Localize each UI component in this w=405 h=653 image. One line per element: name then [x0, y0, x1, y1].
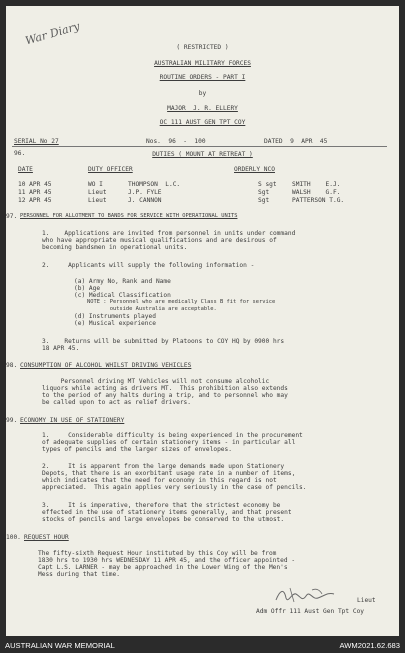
document-page [6, 6, 399, 636]
section-99-para-3-line: effected in the use of stationery items generally, and that present [42, 509, 292, 516]
section-97-item: (a) Army No, Rank and Name [74, 278, 171, 285]
section-100-heading: REQUEST HOUR [24, 534, 69, 541]
section-99-para-3-line: stocks of pencils and large envelopes be conserved to the utmost. [42, 516, 285, 523]
org-title: AUSTRALIAN MILITARY FORCES [154, 60, 251, 67]
section-98-number: 98. [6, 362, 18, 369]
section-97-item: (b) Age [74, 285, 101, 292]
section-99-para-3-line: 3. It is imperative, therefore that the strictest economy be [42, 502, 281, 509]
row-rank: Lieut [88, 189, 107, 196]
by-line: by [198, 90, 207, 97]
serial-number: SERIAL No 27 [14, 138, 59, 145]
archive-footer [0, 638, 405, 653]
section-100-line: Mess during that time. [38, 571, 120, 578]
section-98-heading: CONSUMPTION OF ALCOHOL WHILST DRIVING VEHICLES [20, 362, 192, 369]
section-97-para-1-line: 1. Applications are invited from personnel in units under command [42, 230, 296, 237]
section-99-para-1-line: of adequate supplies of certain stationery items - in particular all [42, 439, 296, 446]
col-date: DATE [18, 166, 33, 173]
unit-name: OC 111 AUST GEN TPT COY [159, 119, 246, 126]
section-97-para-3-line: 3. Returns will be submitted by Platoons to COY HQ by 0900 hrs [42, 338, 285, 345]
row-nco-name: WALSH G.F. [292, 189, 341, 196]
section-99-para-2-line: which indicates that the need for economy in this regard is not [42, 477, 277, 484]
section-97-item: (e) Musical experience [74, 320, 156, 327]
divider [12, 146, 387, 147]
date-line: DATED 9 APR 45 [264, 138, 328, 145]
section-100-number: 100. [6, 534, 21, 541]
section-97-item: outside Australia are acceptable. [74, 306, 217, 312]
row-date: 12 APR 45 [18, 197, 52, 204]
footer-institution: AUSTRALIAN WAR MEMORIAL [5, 641, 115, 650]
section-97-number: 97. [6, 213, 18, 220]
row-nco-rank: Sgt [258, 189, 270, 196]
section-99-heading: ECONOMY IN USE OF STATIONERY [20, 417, 125, 424]
row-rank: Lieut [88, 197, 107, 204]
section-98-line: liquors while acting as drivers MT. This prohibition also extends [42, 385, 288, 392]
section-99-para-1-line: 1. Considerable difficulty is being experienced in the procurement [42, 432, 303, 439]
order-numbers: Nos. 96 - 100 [146, 138, 206, 145]
classification: ( RESTRICTED ) [176, 44, 229, 51]
signature-rank: Lieut [357, 597, 376, 604]
handwritten-war-diary-note: War Diary [23, 19, 82, 48]
section-99-number: 99. [6, 417, 18, 424]
section-99-para-2-line: 2. It is apparent from the large demands made upon Stationery [42, 463, 285, 470]
doc-title: ROUTINE ORDERS - PART I [159, 74, 246, 81]
section-97-para-1-line: becoming bandsmen in operational units. [42, 244, 188, 251]
row-nco-rank: Sgt [258, 197, 270, 204]
section-97-item: NOTE : Personnel who are medically Class B fit for service [74, 299, 276, 305]
section-100-line: 1830 hrs to 1930 hrs WEDNESDAY 11 APR 45, and the officer appointed - [38, 557, 296, 564]
section-97-item: (d) Instruments played [74, 313, 156, 320]
section-98-line: to the period of any halts during a trip, and to personnel who may [42, 392, 288, 399]
row-name: J. CANNON [128, 197, 162, 204]
section-97-para-1-line: who have appropriate musical qualifications and are desirous of [42, 237, 277, 244]
signature-image [272, 584, 342, 606]
section-97-heading: PERSONNEL FOR ALLOTMENT TO BANDS FOR SERVICE WITH OPERATIONAL UNITS [20, 213, 238, 219]
section-96-heading: DUTIES ( MOUNT AT RETREAT ) [152, 151, 253, 158]
section-97-para-2: 2. Applicants will supply the following information - [42, 262, 255, 269]
row-date: 11 APR 45 [18, 189, 52, 196]
footer-accession-number: AWM2021.62.683 [339, 641, 400, 650]
section-97-item: (c) Medical Classification [74, 292, 171, 299]
row-date: 10 APR 45 [18, 181, 52, 188]
section-98-line: Personnel driving MT Vehicles will not consume alcoholic [42, 378, 270, 385]
signature-appointment: Adm Offr 111 Aust Gen Tpt Coy [256, 608, 365, 615]
row-nco-name: SMITH E.J. [292, 181, 341, 188]
row-nco-rank: S sgt [258, 181, 277, 188]
col-orderly-nco: ORDERLY NCO [234, 166, 275, 173]
row-rank: WO I [88, 181, 103, 188]
section-100-line: The fifty-sixth Request Hour instituted by this Coy will be from [38, 550, 277, 557]
officer-name: MAJOR J. R. ELLERY [167, 105, 238, 112]
section-98-line: be called upon to act as relief drivers. [42, 399, 192, 406]
section-99-para-2-line: Depots, that there is an exorbitant usage rate in a number of items, [42, 470, 296, 477]
section-100-line: Capt L.S. LARNER - may be approached in the Lower Wing of the Men's [38, 564, 288, 571]
row-nco-name: PATTERSON T.G. [292, 197, 345, 204]
section-99-para-2-line: appreciated. This again applies very seriously in the case of pencils. [42, 484, 307, 491]
section-96-number: 96. [14, 150, 26, 157]
col-duty-officer: DUTY OFFICER [88, 166, 133, 173]
row-name: THOMPSON L.C. [128, 181, 181, 188]
section-99-para-1-line: types of pencils and the larger sizes of envelopes. [42, 446, 232, 453]
row-name: J.P. FYLE [128, 189, 162, 196]
section-97-para-3-line: 18 APR 45. [42, 345, 80, 352]
